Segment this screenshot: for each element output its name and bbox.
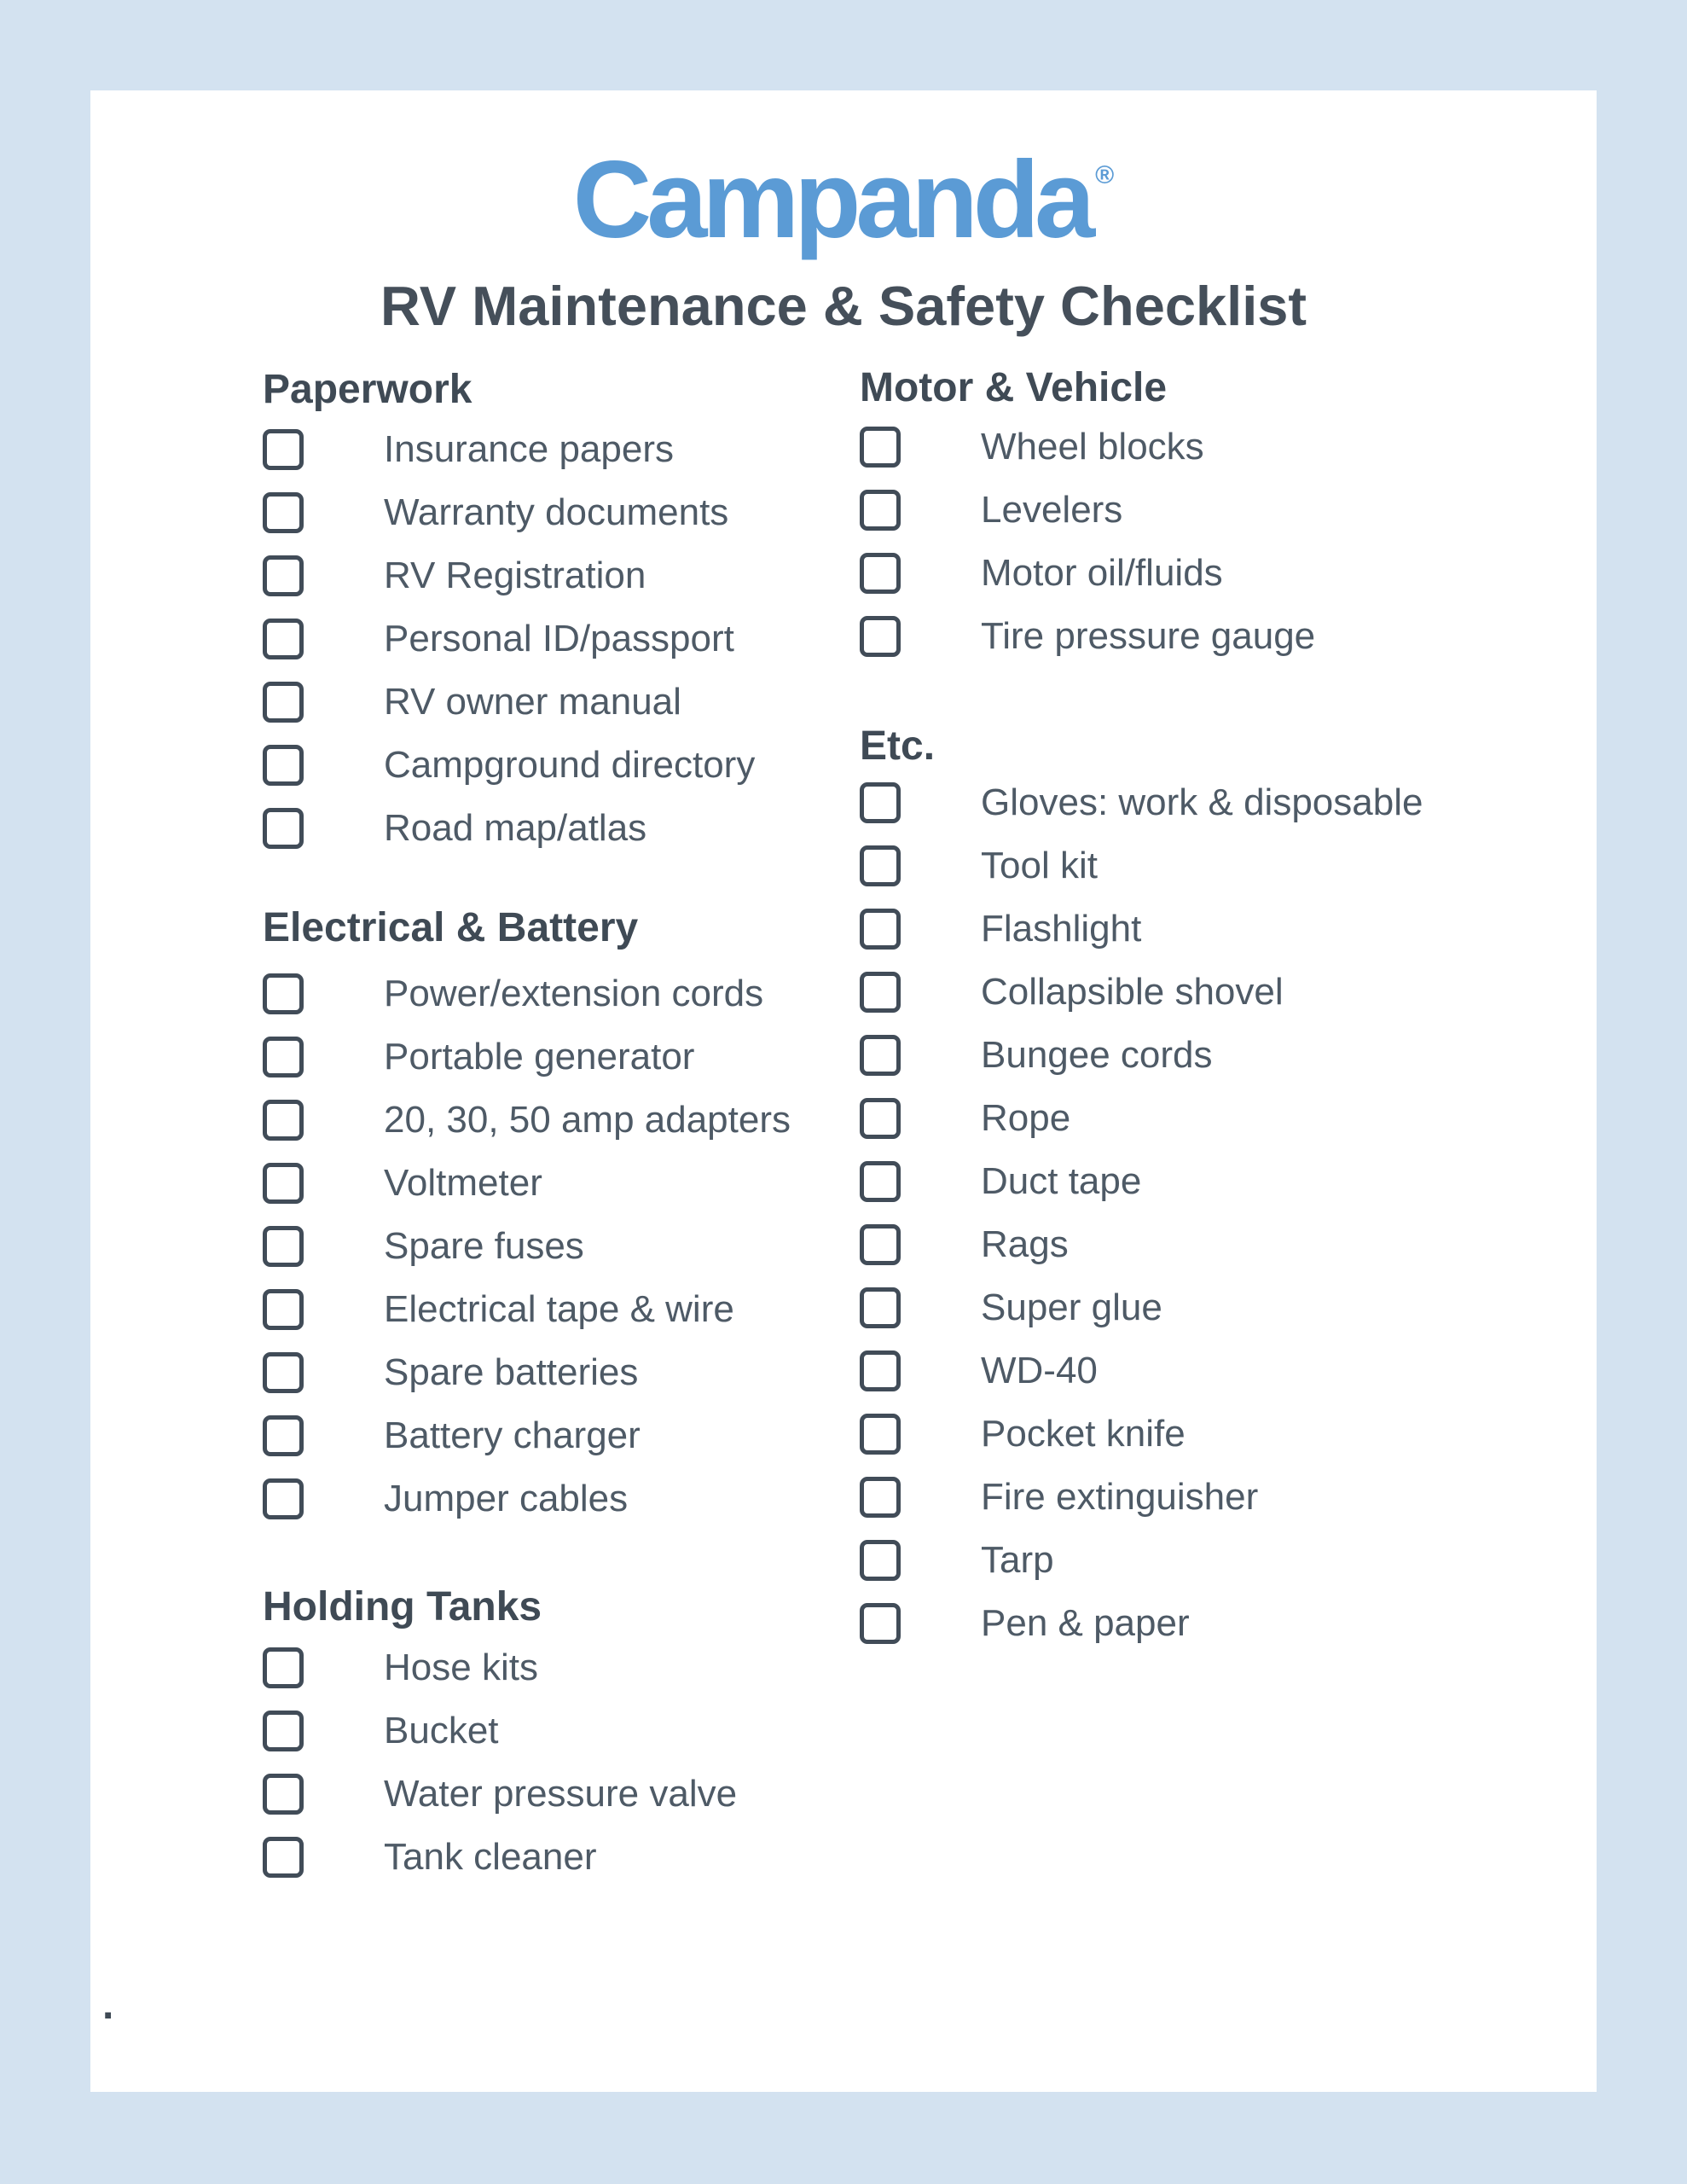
section-title: Motor & Vehicle: [860, 365, 1168, 410]
checklist-item: [263, 808, 817, 849]
item-label: Tire pressure gauge: [981, 615, 1316, 657]
item-checkbox[interactable]: [860, 427, 901, 468]
stray-period-mark: .: [102, 1983, 114, 2028]
item-label: Personal ID/passport: [384, 618, 734, 659]
checklist-item: [263, 1037, 817, 1077]
section-etc: [860, 723, 1525, 1644]
item-label: RV owner manual: [384, 681, 681, 723]
item-checkbox[interactable]: [263, 1163, 304, 1204]
checklist-item: [263, 429, 817, 470]
item-label: Bungee cords: [981, 1034, 1213, 1076]
page-title: RV Maintenance & Safety Checklist: [380, 275, 1307, 337]
item-label: Tarp: [981, 1539, 1054, 1581]
item-checkbox[interactable]: [263, 1289, 304, 1330]
item-label: Road map/atlas: [384, 807, 647, 849]
campanda-logo-text: Campanda: [572, 139, 1091, 261]
item-checkbox[interactable]: [263, 808, 304, 849]
checklist-item: [860, 1414, 1525, 1455]
section-title: Electrical & Battery: [263, 905, 639, 950]
checklist-item: [263, 1163, 817, 1204]
item-checkbox[interactable]: [263, 1711, 304, 1751]
item-checkbox[interactable]: [263, 1415, 304, 1456]
item-label: 20, 30, 50 amp adapters: [384, 1099, 791, 1141]
checklist-item: [263, 1647, 817, 1688]
item-label: Water pressure valve: [384, 1773, 738, 1815]
item-label: Duct tape: [981, 1160, 1142, 1202]
item-label: Collapsible shovel: [981, 971, 1284, 1013]
checklist-item: [263, 1711, 817, 1751]
item-checkbox[interactable]: [860, 1350, 901, 1391]
checklist-item: [263, 1478, 817, 1519]
section-motor-vehicle: [860, 365, 1525, 657]
campanda-logo: [90, 139, 1597, 261]
item-checkbox[interactable]: [263, 682, 304, 723]
item-label: Insurance papers: [384, 428, 674, 470]
checklist-item: [263, 1415, 817, 1456]
item-checkbox[interactable]: [263, 1478, 304, 1519]
item-checkbox[interactable]: [860, 1035, 901, 1076]
checklist-item: [860, 1350, 1525, 1391]
item-checkbox[interactable]: [860, 1414, 901, 1455]
checklist-item: [263, 682, 817, 723]
item-label: WD-40: [981, 1350, 1098, 1391]
checklist-item: [263, 745, 817, 786]
checklist-item: [860, 1603, 1525, 1644]
item-label: Power/extension cords: [384, 973, 764, 1014]
item-label: Motor oil/fluids: [981, 552, 1223, 594]
item-label: Levelers: [981, 489, 1123, 531]
item-label: Tool kit: [981, 845, 1098, 886]
item-label: Tank cleaner: [384, 1836, 597, 1878]
item-checkbox[interactable]: [860, 1540, 901, 1581]
checklist-item: [860, 845, 1525, 886]
item-label: Battery charger: [384, 1414, 641, 1456]
section-title: Holding Tanks: [263, 1584, 542, 1629]
item-checkbox[interactable]: [860, 782, 901, 823]
item-label: RV Registration: [384, 555, 646, 596]
checklist-item: [860, 1161, 1525, 1202]
checklist-item: [860, 427, 1525, 468]
item-checkbox[interactable]: [860, 1224, 901, 1265]
item-checkbox[interactable]: [263, 1352, 304, 1393]
item-label: Fire extinguisher: [981, 1476, 1259, 1518]
item-checkbox[interactable]: [860, 845, 901, 886]
item-checkbox[interactable]: [860, 1161, 901, 1202]
checklist-item: [263, 1289, 817, 1330]
item-checkbox[interactable]: [860, 490, 901, 531]
checklist-item: [860, 782, 1525, 823]
section-electrical-battery: [263, 905, 817, 1519]
item-checkbox[interactable]: [860, 972, 901, 1013]
checklist-item: [263, 1774, 817, 1815]
checklist-item: [860, 1035, 1525, 1076]
item-label: Portable generator: [384, 1036, 695, 1077]
item-checkbox[interactable]: [263, 429, 304, 470]
item-checkbox[interactable]: [860, 1603, 901, 1644]
section-title: Etc.: [860, 723, 936, 769]
item-label: Bucket: [384, 1710, 499, 1751]
item-checkbox[interactable]: [860, 909, 901, 950]
item-label: Pen & paper: [981, 1602, 1190, 1644]
item-label: Pocket knife: [981, 1413, 1186, 1455]
checklist-item: [860, 909, 1525, 950]
checklist-item: [263, 1352, 817, 1393]
item-label: Campground directory: [384, 744, 756, 786]
item-checkbox[interactable]: [263, 619, 304, 659]
item-label: Flashlight: [981, 908, 1142, 950]
item-checkbox[interactable]: [263, 1100, 304, 1141]
item-checkbox[interactable]: [860, 616, 901, 657]
item-checkbox[interactable]: [860, 1098, 901, 1139]
item-checkbox[interactable]: [263, 1037, 304, 1077]
item-label: Hose kits: [384, 1647, 538, 1688]
checklist-item: [860, 1224, 1525, 1265]
item-checkbox[interactable]: [263, 973, 304, 1014]
checklist-item: [860, 972, 1525, 1013]
item-label: Spare fuses: [384, 1225, 584, 1267]
registered-trademark-icon: ®: [1095, 161, 1115, 189]
checklist-item: [860, 1540, 1525, 1581]
item-checkbox[interactable]: [860, 553, 901, 594]
item-checkbox[interactable]: [263, 555, 304, 596]
item-checkbox[interactable]: [263, 1226, 304, 1267]
checklist-column-left: [263, 369, 817, 1900]
checklist-item: [263, 973, 817, 1014]
item-checkbox[interactable]: [263, 1647, 304, 1688]
checklist-item: [860, 1098, 1525, 1139]
item-label: Rags: [981, 1223, 1069, 1265]
checklist-item: [263, 1226, 817, 1267]
item-label: Jumper cables: [384, 1478, 629, 1519]
section-holding-tanks: [263, 1584, 817, 1878]
checklist-item: [860, 616, 1525, 657]
checklist-item: [860, 553, 1525, 594]
checklist-item: [263, 555, 817, 596]
item-checkbox[interactable]: [263, 492, 304, 533]
item-checkbox[interactable]: [263, 1774, 304, 1815]
document-page: [90, 90, 1597, 2092]
item-checkbox[interactable]: [860, 1287, 901, 1328]
checklist-item: [263, 619, 817, 659]
item-label: Warranty documents: [384, 491, 729, 533]
item-checkbox[interactable]: [860, 1477, 901, 1518]
item-label: Voltmeter: [384, 1162, 542, 1204]
item-checkbox[interactable]: [263, 745, 304, 786]
item-label: Rope: [981, 1097, 1071, 1139]
checklist-item: [263, 1837, 817, 1878]
section-title: Paperwork: [263, 367, 472, 412]
checklist-item: [860, 1287, 1525, 1328]
checklist-column-right: [860, 365, 1525, 1666]
item-checkbox[interactable]: [263, 1837, 304, 1878]
item-label: Spare batteries: [384, 1351, 639, 1393]
item-label: Gloves: work & disposable: [981, 781, 1423, 823]
item-label: Electrical tape & wire: [384, 1288, 734, 1330]
checklist-item: [860, 1477, 1525, 1518]
section-paperwork: [263, 369, 817, 849]
checklist-item: [263, 492, 817, 533]
item-label: Wheel blocks: [981, 426, 1204, 468]
checklist-item: [263, 1100, 817, 1141]
item-label: Super glue: [981, 1287, 1162, 1328]
checklist-item: [860, 490, 1525, 531]
